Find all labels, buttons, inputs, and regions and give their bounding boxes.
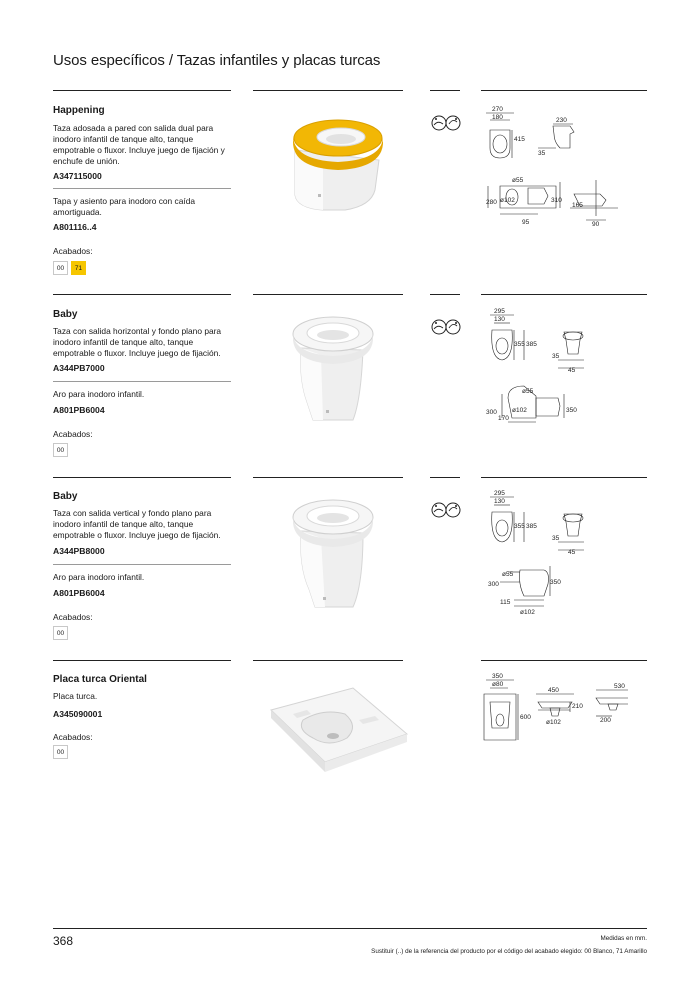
product-code: A344PB8000 bbox=[53, 546, 105, 556]
dim-label: 115 bbox=[500, 599, 511, 606]
divider bbox=[53, 381, 231, 382]
product-description: Taza con salida horizontal y fondo plano para inodoro infantil de tanque alto, tanque empotrable o fluxor. Incluye juego de fijación. bbox=[53, 326, 222, 358]
dim-label: 130 bbox=[494, 316, 505, 323]
accessory-code: A801PB6004 bbox=[53, 405, 105, 415]
finish-swatch-white: 00 bbox=[53, 626, 68, 640]
finish-swatch-white: 00 bbox=[53, 745, 68, 759]
dim-label: ø102 bbox=[546, 719, 561, 726]
section-rule bbox=[481, 294, 647, 295]
product-code: A345090001 bbox=[53, 709, 103, 719]
dim-label: 165 bbox=[572, 202, 583, 209]
dim-label: 35 bbox=[538, 150, 546, 157]
dim-label: 600 bbox=[520, 714, 531, 721]
dim-label: 300 bbox=[486, 409, 497, 416]
section-rule bbox=[53, 294, 231, 295]
section-rule bbox=[481, 90, 647, 91]
dim-label: 95 bbox=[522, 219, 530, 226]
accessory-code: A801116..4 bbox=[53, 222, 97, 232]
dim-label: ø102 bbox=[512, 407, 527, 414]
dim-label: 200 bbox=[600, 717, 611, 724]
section-rule bbox=[430, 90, 460, 91]
dim-label: 45 bbox=[568, 367, 576, 374]
dim-label: 350 bbox=[550, 579, 561, 586]
dim-label: ø102 bbox=[520, 609, 535, 616]
dual-outlet-icon bbox=[430, 499, 462, 521]
product-code: A344PB7000 bbox=[53, 363, 105, 373]
section-rule bbox=[430, 294, 460, 295]
dim-label: 35 bbox=[552, 535, 560, 542]
dimension-drawing-baby-horizontal bbox=[478, 306, 628, 430]
section-rule bbox=[253, 90, 403, 91]
divider bbox=[53, 564, 231, 565]
dim-label: 45 bbox=[568, 549, 576, 556]
page-number: 368 bbox=[53, 934, 74, 948]
product-code: A347115000 bbox=[53, 171, 102, 181]
dim-label: ø102 bbox=[500, 197, 515, 204]
finishes-label: Acabados: bbox=[53, 612, 93, 622]
dim-label: 170 bbox=[498, 415, 509, 422]
finishes-label: Acabados: bbox=[53, 246, 93, 256]
accessory-description: Aro para inodoro infantil. bbox=[53, 572, 145, 582]
section-rule bbox=[253, 477, 403, 478]
footer-units: Medidas en mm. bbox=[600, 935, 647, 942]
dim-label: 415 bbox=[514, 136, 525, 143]
dim-label: ø55 bbox=[522, 388, 534, 395]
dim-label: 295 bbox=[494, 308, 505, 315]
finish-swatch-white: 00 bbox=[53, 443, 68, 457]
dim-label: 270 bbox=[492, 106, 503, 113]
dim-label: 300 bbox=[488, 581, 499, 588]
section-rule bbox=[481, 660, 647, 661]
dim-label: 350 bbox=[566, 407, 577, 414]
footer-rule bbox=[53, 928, 647, 929]
finishes-label: Acabados: bbox=[53, 429, 93, 439]
toilet-photo-happening bbox=[283, 110, 393, 220]
finishes-label: Acabados: bbox=[53, 732, 93, 742]
dim-label: 355 bbox=[514, 523, 525, 530]
finish-swatch-yellow: 71 bbox=[71, 261, 86, 275]
dim-label: 280 bbox=[486, 199, 497, 206]
dim-label: ø55 bbox=[512, 177, 524, 184]
dim-label: 450 bbox=[548, 687, 559, 694]
dimension-drawing-happening bbox=[478, 104, 628, 230]
dim-label: 210 bbox=[572, 703, 583, 710]
dim-label: 295 bbox=[494, 490, 505, 497]
dim-label: 350 bbox=[492, 673, 503, 680]
dim-label: 180 bbox=[492, 114, 503, 121]
dim-label: ø80 bbox=[492, 681, 504, 688]
squat-plate-photo bbox=[263, 680, 413, 780]
product-description: Taza adosada a pared con salida dual para inodoro infantil de tanque alto, tanque empotrable o fluxor. Incluye juego de fijación y enchufe de unión. bbox=[53, 123, 225, 166]
product-name: Happening bbox=[53, 105, 105, 116]
dim-label: 385 bbox=[526, 523, 537, 530]
footer-note: Sustituir (..) de la referencia del producto por el código del acabado elegido: 00 Blanco, 71 Amarillo bbox=[371, 948, 647, 955]
section-rule bbox=[53, 660, 231, 661]
accessory-description: Aro para inodoro infantil. bbox=[53, 389, 145, 399]
dimension-drawing-placa-turca bbox=[478, 672, 628, 752]
dual-outlet-icon bbox=[430, 112, 462, 134]
accessory-description: Tapa y asiento para inodoro con caída amortiguada. bbox=[53, 196, 196, 217]
product-description: Placa turca. bbox=[53, 691, 98, 701]
toilet-photo-baby-horizontal bbox=[283, 310, 383, 430]
dim-label: 130 bbox=[494, 498, 505, 505]
product-description: Taza con salida vertical y fondo plano para inodoro infantil de tanque alto, tanque empotrable o fluxor. Incluye juego de fijación. bbox=[53, 508, 221, 540]
finish-swatch-white: 00 bbox=[53, 261, 68, 275]
product-name: Baby bbox=[53, 491, 78, 502]
section-rule bbox=[253, 294, 403, 295]
section-rule bbox=[430, 477, 460, 478]
accessory-code: A801PB6004 bbox=[53, 588, 105, 598]
toilet-photo-baby-vertical bbox=[283, 493, 383, 615]
dimension-drawing-baby-vertical bbox=[478, 488, 628, 618]
product-name: Baby bbox=[53, 309, 78, 320]
dim-label: 90 bbox=[592, 221, 600, 228]
dim-label: 310 bbox=[551, 197, 562, 204]
dim-label: 230 bbox=[556, 117, 567, 124]
dim-label: 355 bbox=[514, 341, 525, 348]
dim-label: 35 bbox=[552, 353, 560, 360]
page-title: Usos específicos / Tazas infantiles y placas turcas bbox=[53, 52, 381, 69]
dim-label: 530 bbox=[614, 683, 625, 690]
divider bbox=[53, 188, 231, 189]
section-rule bbox=[481, 477, 647, 478]
section-rule bbox=[53, 90, 231, 91]
section-rule bbox=[53, 477, 231, 478]
dim-label: 385 bbox=[526, 341, 537, 348]
product-name: Placa turca Oriental bbox=[53, 674, 147, 685]
section-rule bbox=[253, 660, 403, 661]
dim-label: ø55 bbox=[502, 571, 514, 578]
dual-outlet-icon bbox=[430, 316, 462, 338]
